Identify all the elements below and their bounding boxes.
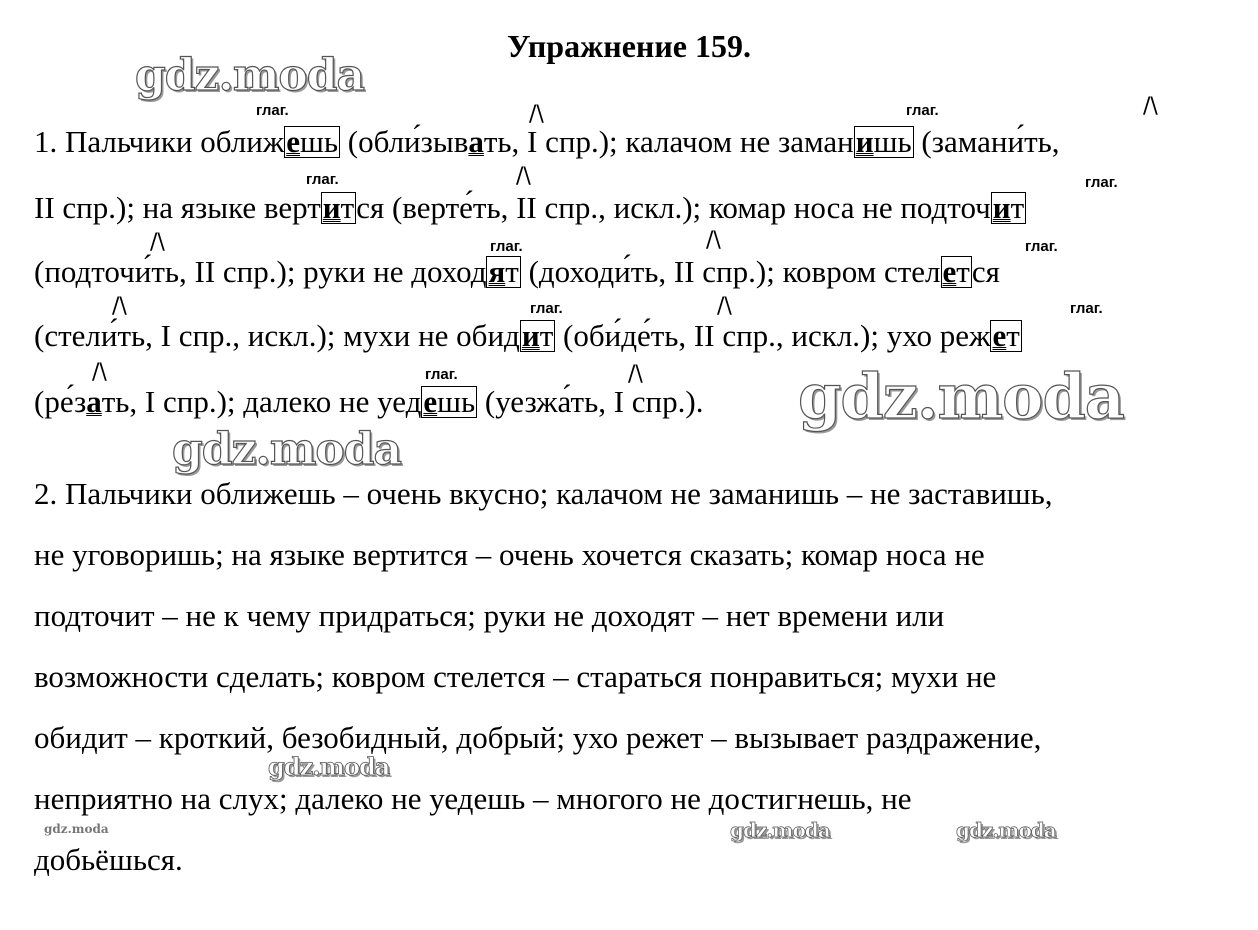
part2-line: возможности сделать; ковром стелется – стараться понравиться; мухи не (34, 659, 997, 694)
part1-line-4: (стели́ть, I спр., искл.); мухи не обидит (оби́де́ть, II спр., искл.); ухо режет (34, 318, 1020, 353)
verb-label: глаг. (1085, 174, 1118, 191)
watermark: gdz.moda (956, 818, 1056, 842)
stress-caret: /\ (529, 102, 544, 127)
watermark: gdz.moda (268, 752, 390, 781)
verb-label: глаг. (1025, 238, 1058, 255)
ending-box: ешь (286, 124, 339, 159)
verb-label: глаг. (306, 171, 339, 188)
watermark: gdz.moda (172, 424, 402, 475)
part2-line: подточит – не к чему придраться; руки не доходят – нет времени или (34, 598, 945, 633)
ending-box: ет (942, 254, 970, 289)
stress-caret: /\ (717, 294, 732, 319)
ending-box: ешь (423, 384, 476, 419)
part1-line-5: (ре́зать, I спр.); далеко не уедешь (уезжа́ть, I спр.). (34, 384, 704, 419)
stress-caret: /\ (112, 294, 127, 319)
part1-line-2: II спр.); на языке вертится (верте́ть, II спр., искл.); комар носа не подточит (34, 190, 1025, 225)
part2-line: не уговоришь; на языке вертится – очень хочется сказать; комар носа не (34, 537, 985, 572)
watermark: gdz.moda (44, 822, 109, 836)
part2-line: неприятно на слух; далеко не уедешь – многого не достигнешь, не (34, 781, 912, 816)
stress-caret: /\ (628, 362, 643, 387)
part2-line: добьёшься. (34, 842, 183, 877)
verb-label: глаг. (530, 300, 563, 317)
part1-line-3: (подточи́ть, II спр.); руки не доходят (доходи́ть, II спр.); ковром стелется (34, 254, 1000, 289)
ending-box: ит (521, 318, 554, 353)
watermark: gdz.moda (798, 360, 1124, 433)
stress-caret: /\ (1143, 94, 1158, 119)
stress-caret: /\ (516, 164, 531, 189)
watermark: gdz.moda (730, 818, 830, 842)
stress-caret: /\ (92, 360, 107, 385)
part2-line: обидит – кроткий, безобидный, добрый; ухо режет – вызывает раздражение, (34, 720, 1042, 755)
ending-box: ит (992, 190, 1025, 225)
part2-line: 2. Пальчики оближешь – очень вкусно; калачом не заманишь – не заставишь, (34, 476, 1053, 511)
watermark: gdz.moda (135, 50, 365, 101)
part1-line-1: 1. Пальчики оближешь (обли́зывать, I спр.); калачом не заманишь (замани́ть, (34, 124, 1060, 159)
verb-label: глаг. (490, 238, 523, 255)
verb-label: глаг. (425, 366, 458, 383)
ending-box: ят (488, 254, 519, 289)
verb-label: глаг. (906, 102, 939, 119)
verb-label: глаг. (256, 102, 289, 119)
ending-box: ишь (855, 124, 912, 159)
stress-caret: /\ (150, 230, 165, 255)
ending-box: ит (322, 190, 355, 225)
stress-caret: /\ (706, 228, 721, 253)
verb-label: глаг. (1070, 300, 1103, 317)
exercise-title: Упражнение 159. (506, 28, 751, 64)
ending-box: ет (992, 318, 1020, 353)
